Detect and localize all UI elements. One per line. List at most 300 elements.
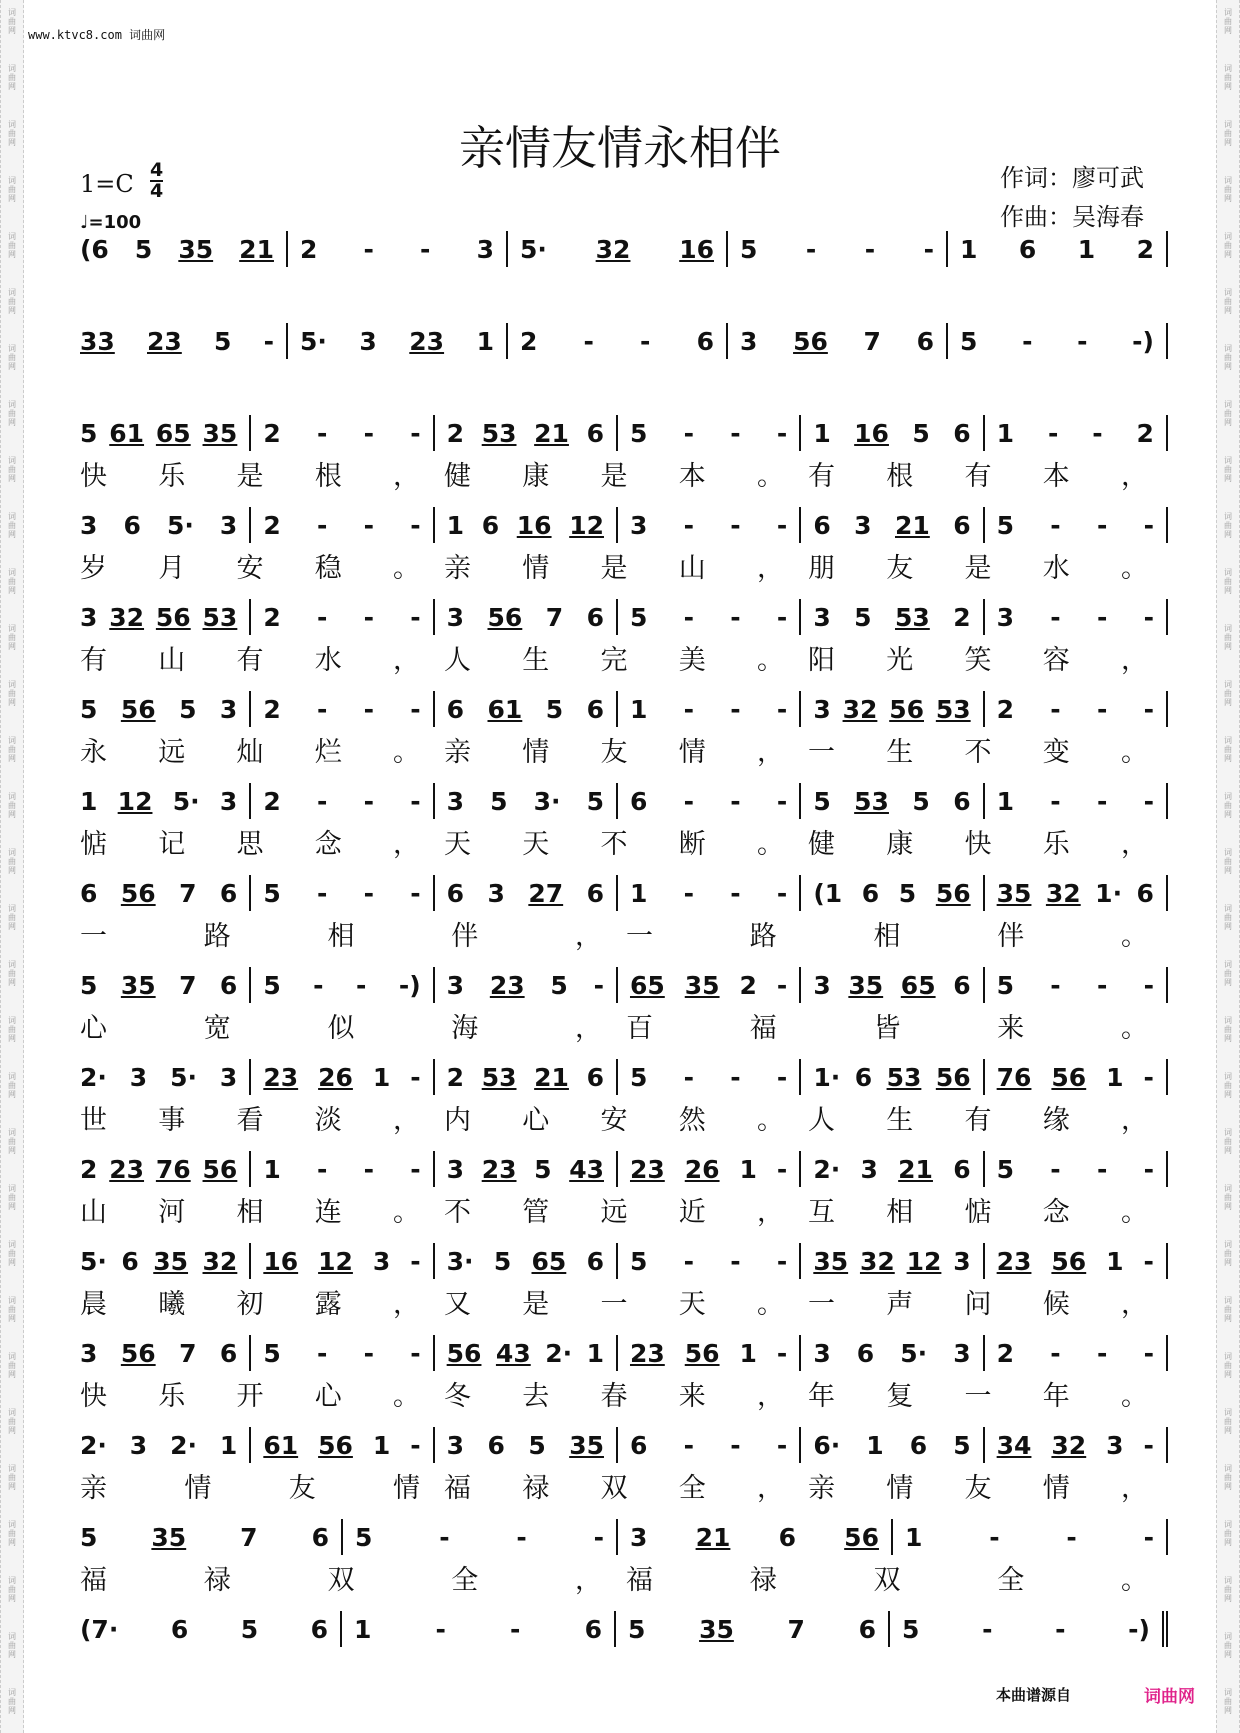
lyric-phrase bbox=[804, 546, 1168, 584]
note-group: - bbox=[730, 1246, 741, 1276]
note-group: 5· bbox=[170, 1062, 197, 1092]
lyric-phrase bbox=[76, 914, 622, 952]
measure bbox=[249, 1335, 432, 1371]
note-group: 5 bbox=[898, 878, 917, 908]
watermark-text: 词 曲 网 bbox=[1224, 456, 1232, 483]
lyric-char: 乐 bbox=[158, 461, 186, 492]
lyric-char: 初 bbox=[236, 1289, 264, 1320]
note-group: 76 bbox=[155, 1154, 191, 1184]
lyric-char: 相 bbox=[886, 1197, 914, 1228]
lyric-char: 念 bbox=[1042, 1197, 1070, 1228]
measure bbox=[249, 967, 432, 1003]
watermark-text: 词 曲 网 bbox=[1224, 400, 1232, 427]
lyric-char: 是 bbox=[964, 553, 992, 584]
lyric-char: 不 bbox=[444, 1197, 471, 1228]
lyric-char: 有 bbox=[80, 645, 107, 676]
lyric-char: 路 bbox=[749, 921, 777, 952]
note-group: 56 bbox=[793, 326, 828, 356]
note-group: - bbox=[1143, 602, 1154, 632]
note-group: 5 bbox=[80, 694, 98, 724]
lyric-phrase bbox=[76, 822, 440, 860]
note-group: 5 bbox=[493, 1246, 512, 1276]
lyric-char: ， bbox=[1121, 1105, 1148, 1136]
note-group: 53 bbox=[935, 694, 971, 724]
note-group: - bbox=[982, 1614, 993, 1644]
watermark-text: 词 曲 网 bbox=[1224, 512, 1232, 539]
note-group: 5 bbox=[912, 786, 930, 816]
lyric-char: 心 bbox=[522, 1105, 550, 1136]
note-group: - bbox=[776, 1246, 788, 1276]
note-group: - bbox=[1096, 510, 1108, 540]
note-group: 3 bbox=[630, 1522, 648, 1552]
note-group: 3 bbox=[129, 1430, 148, 1460]
watermark-text: 词 曲 网 bbox=[8, 736, 16, 763]
note-group: 6 bbox=[586, 418, 604, 448]
note-group: - bbox=[1077, 326, 1088, 356]
measure bbox=[249, 1243, 432, 1279]
lyric-line bbox=[76, 546, 1168, 584]
note-group: - bbox=[363, 694, 375, 724]
note-group: - bbox=[410, 694, 421, 724]
note-group: - bbox=[1050, 1154, 1061, 1184]
watermark-text: 词 曲 网 bbox=[8, 1184, 16, 1211]
note-group: 23 bbox=[147, 326, 182, 356]
watermark-text: 词 曲 网 bbox=[1224, 1688, 1232, 1715]
note-group: - bbox=[1143, 1522, 1154, 1552]
lyric-phrase bbox=[440, 454, 804, 492]
note-group: 5· bbox=[520, 234, 547, 264]
lyric-char: 人 bbox=[444, 645, 471, 676]
note-group: 2 bbox=[446, 418, 465, 448]
lyric-char: 。 bbox=[757, 1105, 784, 1136]
lyric-char: 亲 bbox=[808, 1473, 835, 1504]
lyric-char: 相 bbox=[327, 921, 355, 952]
note-group: - bbox=[989, 1522, 1000, 1552]
lyric-char: 山 bbox=[158, 645, 186, 676]
note-group: - bbox=[683, 1246, 695, 1276]
lyric-char: 年 bbox=[1042, 1381, 1070, 1412]
note-group: - bbox=[683, 510, 695, 540]
note-group: 43 bbox=[495, 1338, 531, 1368]
note-group: 35 bbox=[178, 234, 214, 264]
note-group: - bbox=[316, 602, 328, 632]
note-group: 2· bbox=[545, 1338, 573, 1368]
note-group: 6 bbox=[953, 418, 971, 448]
lyric-char: 又 bbox=[444, 1289, 471, 1320]
lyric-char: 福 bbox=[80, 1565, 107, 1596]
watermark-text: 词 曲 网 bbox=[8, 960, 16, 987]
lyric-phrase bbox=[440, 638, 804, 676]
lyric-char: 变 bbox=[1042, 737, 1070, 768]
note-group: 23 bbox=[629, 1154, 665, 1184]
note-group: 1 bbox=[446, 510, 465, 540]
note-group: 3 bbox=[446, 602, 465, 632]
lyric-char: 候 bbox=[1042, 1289, 1070, 1320]
lyric-char: 有 bbox=[964, 461, 992, 492]
lyric-phrase bbox=[440, 1282, 804, 1320]
note-group: - bbox=[363, 786, 375, 816]
lyric-char: 情 bbox=[522, 737, 550, 768]
note-group: 23 bbox=[263, 1062, 299, 1092]
lyric-phrase bbox=[76, 454, 440, 492]
note-group: 16 bbox=[263, 1246, 299, 1276]
measure bbox=[799, 691, 982, 727]
note-group: - bbox=[1050, 786, 1061, 816]
note-group: (7· bbox=[80, 1614, 119, 1644]
note-group: - bbox=[1143, 1430, 1154, 1460]
note-group: 1 bbox=[219, 1430, 238, 1460]
watermark-text: 词 曲 网 bbox=[1224, 176, 1232, 203]
note-group: - bbox=[776, 1154, 788, 1184]
note-group: 2· bbox=[80, 1430, 107, 1460]
measure bbox=[616, 1059, 799, 1095]
lyric-char: 情 bbox=[184, 1473, 212, 1504]
lyric-phrase bbox=[76, 638, 440, 676]
note-group: 7 bbox=[240, 1522, 258, 1552]
note-group: (6 bbox=[80, 234, 109, 264]
note-group: - bbox=[316, 510, 328, 540]
note-group: - bbox=[1143, 1246, 1154, 1276]
note-group: 3 bbox=[446, 786, 465, 816]
note-group: 56 bbox=[889, 694, 924, 724]
note-group: 2 bbox=[263, 418, 281, 448]
note-group: 1 bbox=[629, 694, 648, 724]
watermark-text: 词 曲 网 bbox=[1224, 904, 1232, 931]
lyric-char: 互 bbox=[808, 1197, 835, 1228]
source-label: 本曲谱源自 bbox=[996, 1686, 1072, 1704]
measure bbox=[799, 875, 982, 911]
note-group: 5 bbox=[263, 970, 281, 1000]
measure bbox=[616, 783, 799, 819]
note-group: - bbox=[363, 510, 375, 540]
note-group: - bbox=[776, 786, 788, 816]
note-group: 56 bbox=[120, 694, 156, 724]
note-group: 53 bbox=[895, 602, 930, 632]
note-group: 6 bbox=[481, 510, 500, 540]
note-group: 5 bbox=[960, 326, 978, 356]
note-group: 3 bbox=[219, 1062, 238, 1092]
note-group: 32 bbox=[202, 1246, 238, 1276]
note-group: 16 bbox=[679, 234, 714, 264]
note-group: - bbox=[730, 418, 741, 448]
note-group: 53 bbox=[886, 1062, 922, 1092]
note-group: 56 bbox=[684, 1338, 720, 1368]
measure bbox=[341, 1519, 616, 1555]
watermark-text: 词 曲 网 bbox=[8, 1016, 16, 1043]
lyric-char: 友 bbox=[964, 1473, 992, 1504]
key-signature: 1=C bbox=[80, 170, 134, 198]
note-group: 3 bbox=[359, 326, 377, 356]
lyric-char: 友 bbox=[886, 553, 914, 584]
note-group: 6 bbox=[909, 1430, 928, 1460]
note-group: 1 bbox=[354, 1614, 372, 1644]
time-signature-bottom: 4 bbox=[150, 180, 164, 202]
lyric-char: 全 bbox=[678, 1473, 706, 1504]
lyric-char: 开 bbox=[236, 1381, 264, 1412]
note-group: 2· bbox=[170, 1430, 197, 1460]
lyric-char: 复 bbox=[886, 1381, 914, 1412]
score-line bbox=[76, 690, 1168, 728]
note-group: 6 bbox=[219, 878, 238, 908]
note-group: - bbox=[1022, 326, 1033, 356]
lyric-char: 晨 bbox=[80, 1289, 107, 1320]
watermark-text: 词 曲 网 bbox=[1224, 1632, 1232, 1659]
note-group: - bbox=[1096, 970, 1108, 1000]
measure bbox=[76, 1243, 249, 1279]
note-group: 35 bbox=[848, 970, 884, 1000]
lyric-char: 全 bbox=[997, 1565, 1025, 1596]
note-group: 1 bbox=[372, 1430, 391, 1460]
lyric-phrase bbox=[440, 1374, 804, 1412]
lyric-phrase bbox=[622, 1558, 1168, 1596]
note-group: 7 bbox=[179, 970, 197, 1000]
lyric-char: 福 bbox=[626, 1565, 653, 1596]
lyric-char: ， bbox=[757, 1381, 784, 1412]
lyric-char: ， bbox=[575, 1565, 602, 1596]
note-group: - bbox=[516, 1522, 527, 1552]
note-group: 2· bbox=[80, 1062, 107, 1092]
lyric-phrase bbox=[804, 1098, 1168, 1136]
note-group: 32 bbox=[109, 602, 145, 632]
measure bbox=[76, 323, 286, 359]
note-group: 5 bbox=[80, 418, 98, 448]
note-group: 1 bbox=[739, 1338, 757, 1368]
score-line bbox=[76, 322, 1168, 360]
note-group: 56 bbox=[1051, 1062, 1087, 1092]
note-group: 61 bbox=[487, 694, 523, 724]
measure bbox=[799, 1335, 982, 1371]
lyric-char: 是 bbox=[236, 461, 264, 492]
lyric-char: ， bbox=[1121, 461, 1148, 492]
note-group: 6 bbox=[310, 1614, 328, 1644]
note-group: 53 bbox=[481, 418, 517, 448]
note-group: - bbox=[420, 234, 431, 264]
lyric-char: 。 bbox=[1121, 1565, 1148, 1596]
lyric-char: 水 bbox=[314, 645, 342, 676]
note-group: 1 bbox=[996, 418, 1015, 448]
lyric-char: ， bbox=[757, 1197, 784, 1228]
note-group: 1 bbox=[905, 1522, 923, 1552]
note-group: 5 bbox=[996, 1154, 1015, 1184]
note-group: - bbox=[363, 234, 374, 264]
note-group: - bbox=[776, 1062, 788, 1092]
note-group: 3 bbox=[813, 970, 831, 1000]
lyric-char: 露 bbox=[314, 1289, 342, 1320]
score-line bbox=[76, 506, 1168, 544]
note-group: 23 bbox=[629, 1338, 665, 1368]
lyric-line bbox=[76, 1006, 1168, 1044]
lyric-char: ， bbox=[1121, 645, 1148, 676]
lyric-phrase bbox=[622, 1006, 1168, 1044]
note-group: 3 bbox=[813, 1338, 831, 1368]
lyric-char: 曦 bbox=[158, 1289, 186, 1320]
measure bbox=[433, 875, 616, 911]
lyric-char: 一 bbox=[808, 1289, 835, 1320]
note-group: - bbox=[410, 510, 421, 540]
note-group: 56 bbox=[155, 602, 191, 632]
measure bbox=[616, 1335, 799, 1371]
measure bbox=[616, 1427, 799, 1463]
measure bbox=[76, 415, 249, 451]
measure bbox=[983, 599, 1168, 635]
note-group: - bbox=[1143, 510, 1154, 540]
note-group: - bbox=[410, 418, 421, 448]
note-group: 56 bbox=[1051, 1246, 1087, 1276]
note-group: - bbox=[683, 1062, 695, 1092]
lyric-char: 。 bbox=[1121, 1197, 1148, 1228]
note-group: 35 bbox=[202, 418, 238, 448]
note-group: 32 bbox=[1051, 1430, 1087, 1460]
note-group: - bbox=[730, 1062, 741, 1092]
note-group: 35 bbox=[813, 1246, 849, 1276]
note-group: 1 bbox=[80, 786, 98, 816]
measure bbox=[433, 1059, 616, 1095]
lyric-char: 福 bbox=[444, 1473, 471, 1504]
note-group: 6 bbox=[854, 1062, 873, 1092]
lyric-char: 一 bbox=[626, 921, 653, 952]
lyric-char: 禄 bbox=[203, 1565, 231, 1596]
watermark-text: 词 曲 网 bbox=[1224, 736, 1232, 763]
lyric-char: 。 bbox=[1121, 1013, 1148, 1044]
lyric-char: 惦 bbox=[964, 1197, 992, 1228]
note-group: 23 bbox=[481, 1154, 517, 1184]
lyric-char: 一 bbox=[600, 1289, 628, 1320]
measure bbox=[249, 691, 432, 727]
lyric-char: 惦 bbox=[80, 829, 107, 860]
note-group: 76 bbox=[996, 1062, 1032, 1092]
note-group: - bbox=[923, 234, 934, 264]
note-group: - bbox=[1047, 418, 1059, 448]
measure bbox=[76, 1611, 340, 1647]
watermark-text: 词 曲 网 bbox=[8, 456, 16, 483]
note-group: 3 bbox=[860, 1154, 878, 1184]
lyric-phrase bbox=[804, 1466, 1168, 1504]
note-group: 1 bbox=[1106, 1246, 1124, 1276]
lyric-phrase bbox=[76, 1374, 440, 1412]
lyric-char: 皆 bbox=[873, 1013, 901, 1044]
lyric-char: 双 bbox=[873, 1565, 901, 1596]
measure bbox=[983, 1243, 1168, 1279]
measure bbox=[433, 1335, 616, 1371]
note-group: 6 bbox=[586, 878, 604, 908]
note-group: - bbox=[683, 694, 695, 724]
lyric-char: 有 bbox=[236, 645, 264, 676]
lyric-char: 断 bbox=[678, 829, 706, 860]
lyric-char: 不 bbox=[600, 829, 628, 860]
lyric-char: 禄 bbox=[522, 1473, 550, 1504]
measure bbox=[983, 967, 1168, 1003]
score-line bbox=[76, 230, 1168, 268]
lyric-phrase bbox=[622, 914, 1168, 952]
watermark-text: 词 曲 网 bbox=[8, 680, 16, 707]
lyric-char: 康 bbox=[522, 461, 550, 492]
lyric-phrase bbox=[76, 546, 440, 584]
note-group: - bbox=[410, 602, 421, 632]
measure bbox=[433, 1243, 616, 1279]
lyric-char: ， bbox=[575, 1013, 602, 1044]
note-group: - bbox=[313, 970, 324, 1000]
note-group: - bbox=[1143, 694, 1154, 724]
lyric-phrase bbox=[440, 730, 804, 768]
lyric-char: 情 bbox=[886, 1473, 914, 1504]
lyric-char: 。 bbox=[393, 1197, 420, 1228]
lyric-char: 容 bbox=[1042, 645, 1070, 676]
lyric-char: 念 bbox=[314, 829, 342, 860]
note-group: - bbox=[730, 694, 741, 724]
lyric-char: 是 bbox=[522, 1289, 550, 1320]
lyric-line bbox=[76, 822, 1168, 860]
measure bbox=[249, 1427, 432, 1463]
note-group: 6 bbox=[696, 326, 714, 356]
measure bbox=[983, 507, 1168, 543]
lyric-char: 。 bbox=[1121, 1381, 1148, 1412]
watermark-text: 词 曲 网 bbox=[1224, 232, 1232, 259]
note-group: 2 bbox=[996, 1338, 1015, 1368]
score-line bbox=[76, 1242, 1168, 1280]
note-group: 5 bbox=[953, 1430, 971, 1460]
watermark-text: 词 曲 网 bbox=[1224, 1352, 1232, 1379]
watermark-text: 词 曲 网 bbox=[8, 1576, 16, 1603]
measure bbox=[616, 1519, 891, 1555]
lyric-char: 。 bbox=[393, 553, 420, 584]
note-group: 56 bbox=[202, 1154, 238, 1184]
lyric-char: ， bbox=[1121, 1289, 1148, 1320]
lyric-phrase bbox=[76, 1282, 440, 1320]
lyric-phrase bbox=[440, 546, 804, 584]
note-group: 2 bbox=[300, 234, 318, 264]
lyric-char: 生 bbox=[886, 1105, 914, 1136]
lyric-char: 百 bbox=[626, 1013, 653, 1044]
lyric-phrase bbox=[804, 1190, 1168, 1228]
note-group: 2 bbox=[953, 602, 971, 632]
lyric-char: 安 bbox=[600, 1105, 628, 1136]
watermark-text: 词 曲 网 bbox=[8, 400, 16, 427]
note-group: - bbox=[410, 878, 421, 908]
lyric-line bbox=[76, 1374, 1168, 1412]
note-group: 56 bbox=[935, 1062, 971, 1092]
note-group: 21 bbox=[695, 1522, 731, 1552]
measure bbox=[433, 1151, 616, 1187]
lyric-line bbox=[76, 914, 1168, 952]
note-group: - bbox=[510, 1614, 521, 1644]
watermark-text: 词 曲 网 bbox=[8, 568, 16, 595]
measure bbox=[946, 231, 1168, 267]
measure bbox=[614, 1611, 888, 1647]
lyric-char: 年 bbox=[808, 1381, 835, 1412]
lyric-char: 水 bbox=[1042, 553, 1070, 584]
measure bbox=[799, 599, 982, 635]
note-group: 6 bbox=[953, 1154, 971, 1184]
lyric-phrase bbox=[76, 1190, 440, 1228]
lyric-char: 友 bbox=[600, 737, 628, 768]
note-group: 6 bbox=[1136, 878, 1154, 908]
note-group: 6 bbox=[916, 326, 934, 356]
lyric-char: 。 bbox=[393, 737, 420, 768]
note-group: - bbox=[640, 326, 651, 356]
lyric-char: ， bbox=[757, 737, 784, 768]
note-group: 1 bbox=[263, 1154, 281, 1184]
watermark-text: 词 曲 网 bbox=[8, 288, 16, 315]
lyric-char: 伴 bbox=[451, 921, 479, 952]
note-group: 53 bbox=[481, 1062, 517, 1092]
note-group: 3 bbox=[219, 786, 238, 816]
note-group: 5 bbox=[263, 1338, 281, 1368]
measure bbox=[616, 967, 799, 1003]
note-group: 3 bbox=[854, 510, 872, 540]
note-group: 56 bbox=[487, 602, 523, 632]
measure bbox=[799, 1059, 982, 1095]
note-group: 61 bbox=[263, 1430, 299, 1460]
